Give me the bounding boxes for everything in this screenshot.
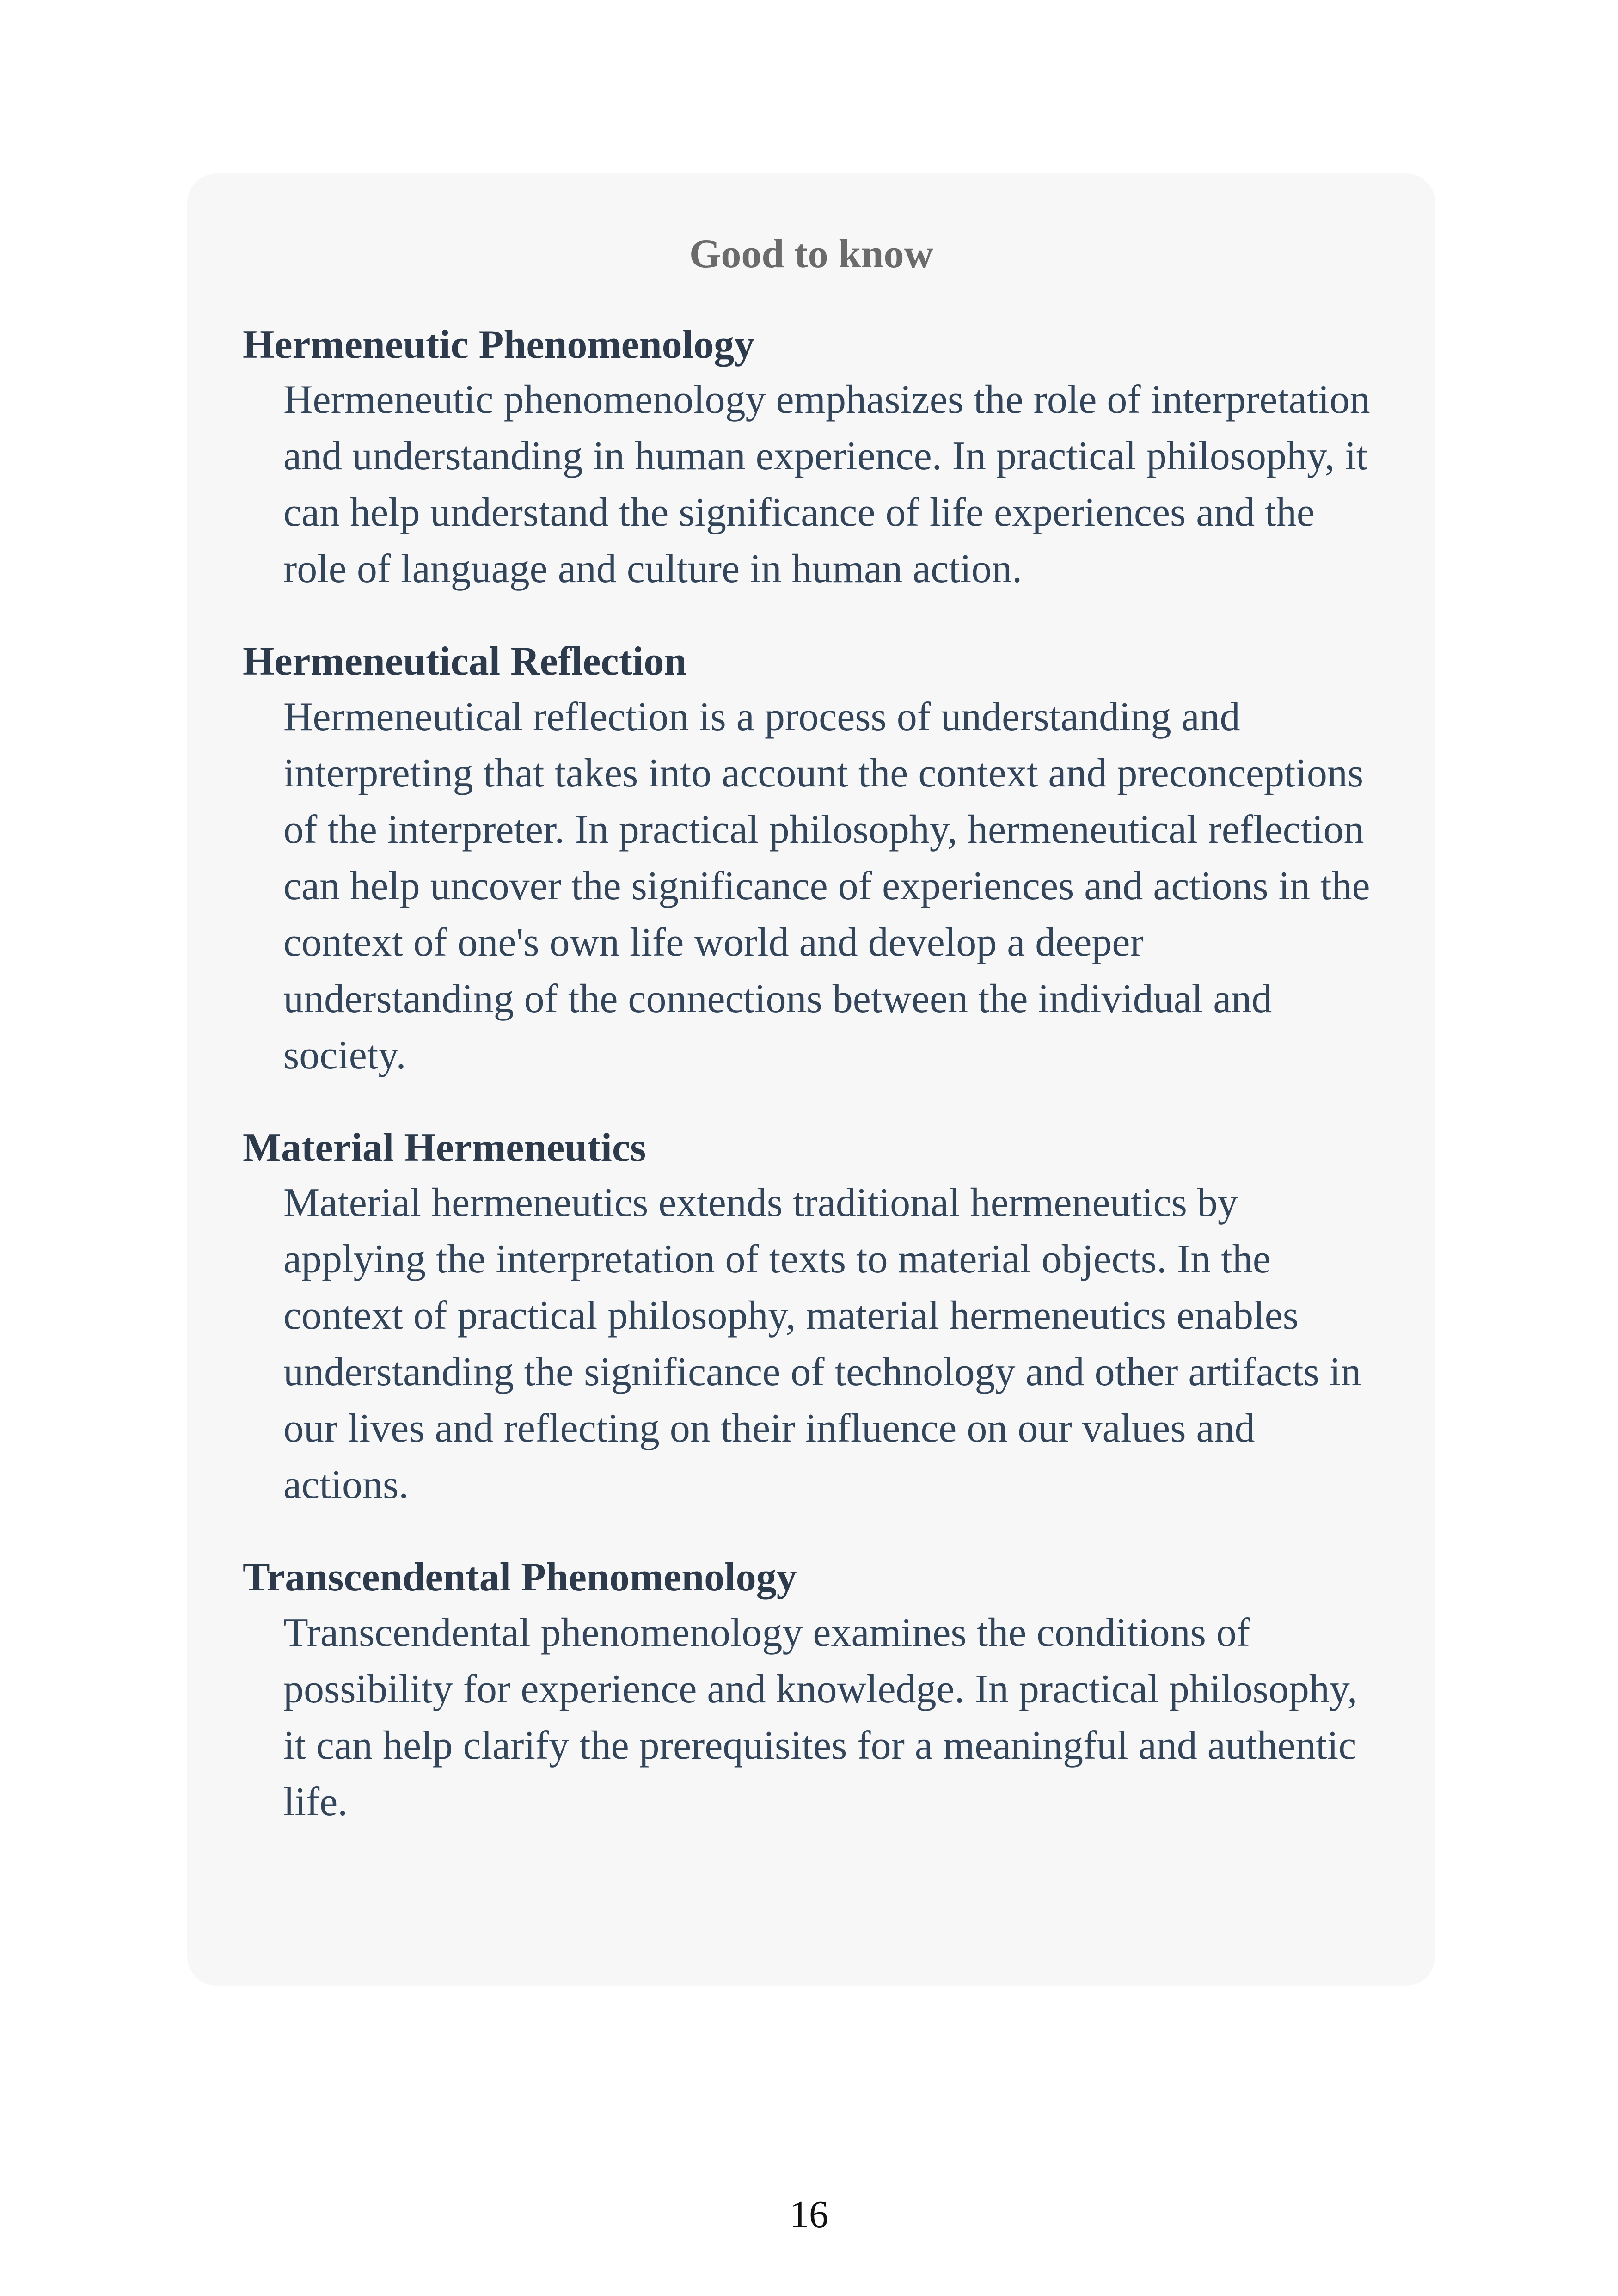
entry-term: Material Hermeneutics (243, 1125, 646, 1170)
entry-term: Hermeneutical Reflection (243, 639, 687, 684)
entry-definition: Material hermeneutics extends traditional hermeneutics by applying the interpretation of texts to material objects. In the context of practical philosophy, material hermeneutics enables understanding the significance of technology and other artifacts in our lives and reflecting on their influence on our values and actions. (283, 1180, 1361, 1508)
entry-term: Hermeneutic Phenomenology (243, 322, 755, 367)
glossary-entry (243, 1123, 1380, 1514)
glossary-entry (243, 320, 1380, 598)
entry-definition: Hermeneutic phenomenology emphasizes the role of interpretation and understanding in human experience. In practical philosophy, it can help understand the significance of life experiences and the role of language and culture in human action. (283, 377, 1370, 592)
good-to-know-box (187, 173, 1435, 1986)
page-number: 16 (790, 2193, 828, 2236)
entry-term: Transcendental Phenomenology (243, 1555, 797, 1600)
glossary-entry (243, 637, 1380, 1084)
entry-definition: Hermeneutical reflection is a process of understanding and interpreting that takes into account the context and preconceptions of the interpreter. In practical philosophy, hermeneutical reflection can help uncover the significance of experiences and actions in the context of one's own life world and develop a deeper understanding of the connections between the individual and society. (283, 694, 1370, 1078)
entry-definition: Transcendental phenomenology examines the conditions of possibility for experience and knowledge. In practical philosophy, it can help clarify the prerequisites for a meaningful and authentic life. (283, 1610, 1358, 1824)
glossary-entry (243, 1553, 1380, 1830)
box-title: Good to know (689, 232, 934, 276)
